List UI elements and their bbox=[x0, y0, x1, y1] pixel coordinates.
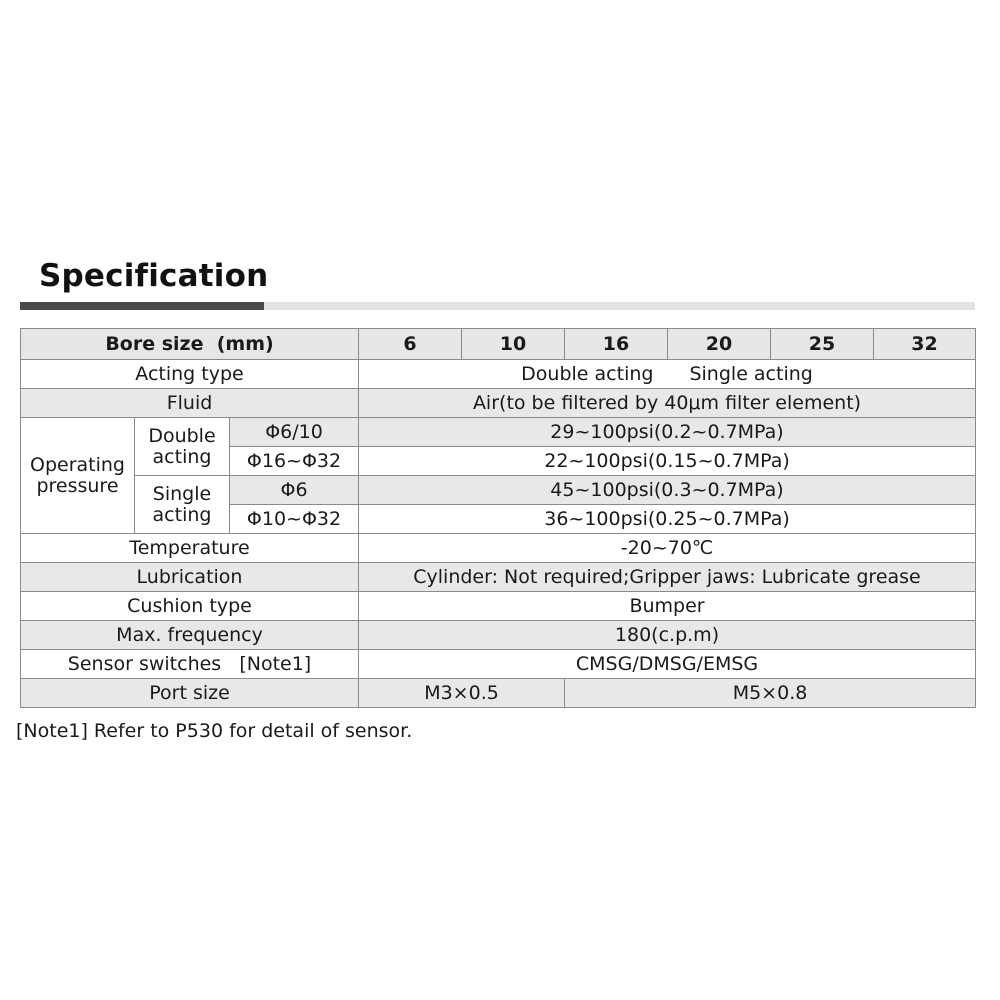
pressure-value-cell: 29~100psi(0.2~0.7MPa) bbox=[359, 418, 976, 447]
max-frequency-label: Max. frequency bbox=[21, 621, 359, 650]
acting-type-row bbox=[21, 360, 976, 389]
lubrication-row bbox=[21, 563, 976, 592]
pressure-value-cell: 45~100psi(0.3~0.7MPa) bbox=[359, 476, 976, 505]
bore-size-6: 6 bbox=[359, 329, 462, 360]
specification-table bbox=[20, 328, 976, 708]
sensor-switches-label: Sensor switches [Note1] bbox=[21, 650, 359, 679]
pressure-value-cell: 36~100psi(0.25~0.7MPa) bbox=[359, 505, 976, 534]
max-frequency-value: 180(c.p.m) bbox=[359, 621, 976, 650]
lubrication-value: Cylinder: Not required;Gripper jaws: Lubricate grease bbox=[359, 563, 976, 592]
bore-range-cell: Φ16~Φ32 bbox=[230, 447, 359, 476]
temperature-label: Temperature bbox=[21, 534, 359, 563]
title-underline bbox=[20, 302, 975, 310]
bore-range-cell: Φ10~Φ32 bbox=[230, 505, 359, 534]
max-frequency-row bbox=[21, 621, 976, 650]
pressure-value-cell: 22~100psi(0.15~0.7MPa) bbox=[359, 447, 976, 476]
fluid-value: Air(to be filtered by 40μm filter element) bbox=[359, 389, 976, 418]
cushion-type-label: Cushion type bbox=[21, 592, 359, 621]
bore-range-cell: Φ6/10 bbox=[230, 418, 359, 447]
acting-type-value bbox=[359, 360, 976, 389]
bore-range-cell: Φ6 bbox=[230, 476, 359, 505]
sensor-switches-value: CMSG/DMSG/EMSG bbox=[359, 650, 976, 679]
pressure-row-1 bbox=[21, 418, 976, 447]
port-size-small-value: M3×0.5 bbox=[359, 679, 565, 708]
bore-size-label: Bore size (mm) bbox=[21, 329, 359, 360]
acting-type-single: Single acting bbox=[689, 362, 813, 385]
port-size-label: Port size bbox=[21, 679, 359, 708]
bore-size-25: 25 bbox=[771, 329, 874, 360]
lubrication-label: Lubrication bbox=[21, 563, 359, 592]
bore-size-16: 16 bbox=[565, 329, 668, 360]
cushion-type-value: Bumper bbox=[359, 592, 976, 621]
acting-type-double: Double acting bbox=[521, 362, 654, 385]
cushion-type-row bbox=[21, 592, 976, 621]
port-size-large-value: M5×0.8 bbox=[565, 679, 976, 708]
acting-type-label: Acting type bbox=[21, 360, 359, 389]
pressure-row-3 bbox=[21, 476, 976, 505]
footnote: [Note1] Refer to P530 for detail of sensor. bbox=[16, 720, 413, 742]
bore-size-10: 10 bbox=[462, 329, 565, 360]
fluid-label: Fluid bbox=[21, 389, 359, 418]
bore-size-20: 20 bbox=[668, 329, 771, 360]
operating-pressure-label: Operating pressure bbox=[21, 418, 135, 534]
bore-size-32: 32 bbox=[874, 329, 976, 360]
double-acting-label: Double acting bbox=[135, 418, 230, 476]
temperature-row bbox=[21, 534, 976, 563]
sensor-switches-row bbox=[21, 650, 976, 679]
header-row bbox=[21, 329, 976, 360]
temperature-value: -20~70℃ bbox=[359, 534, 976, 563]
port-size-row bbox=[21, 679, 976, 708]
fluid-row bbox=[21, 389, 976, 418]
single-acting-label: Single acting bbox=[135, 476, 230, 534]
page-title: Specification bbox=[39, 258, 269, 294]
